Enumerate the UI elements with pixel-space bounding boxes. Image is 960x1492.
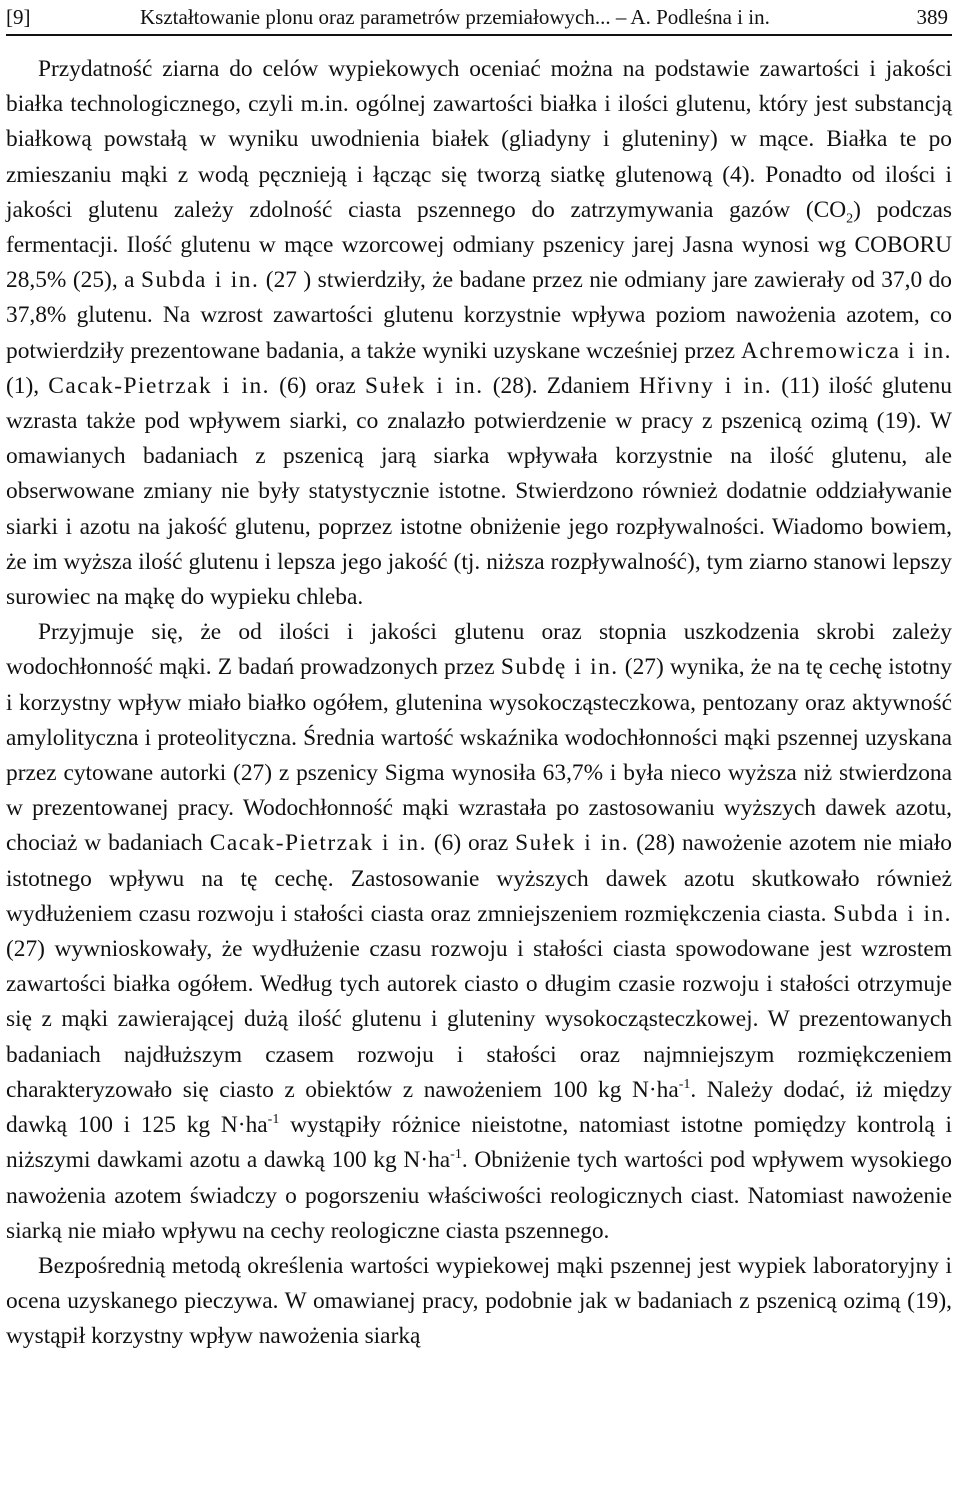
article-body <box>6 52 952 1355</box>
text-run: (27) wynika, że na tę cechę istotny i korzystny wpływ miało białko ogółem, glutenina wysokocząsteczkowa, pentozany oraz aktywność amylolityczna i proteolityczna. Średnia wartość wskaźnika wodochłonności mąki pszennej uzyskana przez cytowane autorki (27) z pszenicy Sigma wynosiła 63,7% i była nieco wyższa niż stwierdzona w prezentowanej pracy. Wodochłonność mąki wzrastała po zastosowaniu wyższych dawek azotu, chociaż w badaniach <box>6 654 952 857</box>
text-run: wystąpiły różnice nieistotne, natomiast istotne pomiędzy kontrolą i niższymi dawkami azotu a dawką 100 kg N·ha <box>6 1112 952 1174</box>
text-run: (27 ) stwierdziły, że badane przez nie odmiany jare zawierały od 37,0 do 37,8% glutenu. Na wzrost zawartości glutenu korzystnie wpływa poziom nawożenia azotem, co potwierdziły prezentowane badania, a także wyniki uzyskane wcześniej przez <box>6 267 952 364</box>
header-reference-number: [9] <box>6 5 31 29</box>
header-article-title: Kształtowanie plonu oraz parametrów przemiałowych... – A. Podleśna i in. <box>140 5 770 29</box>
author-citation: Subda i in. <box>140 267 260 294</box>
author-citation: Hřivny i in. <box>639 372 773 399</box>
text-run: Przydatność ziarna do celów wypiekowych oceniać można na podstawie zawartości i jakości białka technologicznego, czyli m.in. ogólnej zawartości białka i ilości glutenu, który jest substancją białkową powstałą w wyniku uwodnienia białek (gliadyny i gluteniny) w mące. Białka te po zmieszaniu mąki z wodą pęcznieją i łącząc się tworzą siatkę glutenową (4). Ponadto od ilości i jakości glutenu zależy zdolność ciasta pszennego do zatrzymywania gazów (CO <box>6 56 952 223</box>
text-run: . Obniżenie tych wartości pod wpływem wysokiego nawożenia azotem świadczy o pogorszeniu właściwości reologicznych ciast. Natomiast nawożenie siarką nie miało wpływu na cechy reologiczne ciasta pszennego. <box>6 1147 953 1244</box>
running-header <box>6 0 952 36</box>
text-run: Przyjmuje się, że od ilości i jakości glutenu oraz stopnia uszkodzenia skrobi zależy wodochłonność mąki. Z badań prowadzonych przez <box>6 619 952 681</box>
header-page-number: 389 <box>916 5 948 29</box>
text-run: (1), <box>6 372 49 399</box>
author-citation: Sułek i in. <box>364 372 484 399</box>
text-run: ) podczas fermentacji. Ilość glutenu w mące wzorcowej odmiany pszenicy jarej Jasna wynosi wg COBORU 28,5% (25), a <box>6 196 952 294</box>
author-citation: Achremowicza i in. <box>740 337 952 364</box>
text-run: (6) oraz <box>270 372 365 399</box>
author-citation: Subda i in. <box>833 900 952 927</box>
text-run: (28). Zdaniem <box>483 372 639 399</box>
body-paragraph <box>6 615 952 1249</box>
body-paragraph <box>6 1249 952 1355</box>
superscript: -1 <box>450 1146 462 1163</box>
body-paragraph <box>6 52 952 615</box>
superscript: -1 <box>267 1111 280 1128</box>
text-run: (6) oraz <box>426 830 516 857</box>
superscript: -1 <box>678 1076 691 1093</box>
author-citation: Subdę i in. <box>500 654 619 681</box>
text-run: (27) wywnioskowały, że wydłużenie czasu rozwoju i stałości ciasta spowodowane jest wzrostem zawartości białka ogółem. Według tych autorek ciasto o długim czasie rozwoju i stałości otrzymuje się z mąki zawierającej dużą ilość glutenu i gluteniny wysokocząsteczkowej. W prezentowanych badaniach najdłuższym czasem rozwoju i stałości oraz najmniejszym rozmiękczeniem charakteryzowało się ciasto z obiektów z nawożeniem 100 kg N·ha <box>6 936 952 1103</box>
author-citation: Sułek i in. <box>515 830 630 857</box>
subscript: 2 <box>846 210 854 227</box>
text-run: . Należy dodać, iż między dawką 100 i 125 kg N·ha <box>6 1076 952 1139</box>
text-run: (11) ilość glutenu wzrasta także pod wpływem siarki, co znalazło potwierdzenie w pracy z pszenicą ozimą (19). W omawianych badaniach z pszenicą jarą siarka wpływała korzystnie na ilość glutenu, ale obserwowane zmiany nie były statystycznie istotne. Stwierdzono również dodatnie oddziaływanie siarki i azotu na jakość glutenu, poprzez istotne obniżenie jego rozpływalności. Wiadomo bowiem, że im wyższa ilość glutenu i lepsza jego jakość (tj. niższa rozpływalność), tym ziarno stanowi lepszy surowiec na mąkę do wypieku chleba. <box>6 372 952 611</box>
text-run: Bezpośrednią metodą określenia wartości wypiekowej mąki pszennej jest wypiek laboratoryjny i ocena uzyskanego pieczywa. W omawianej pracy, podobnie jak w badaniach z pszenicą ozimą (19), wystąpił korzystny wpływ nawożenia siarką <box>6 1252 952 1350</box>
author-citation: Cacak-Pietrzak i in. <box>209 830 427 857</box>
text-run: (28) nawożenie azotem nie miało istotnego wpływu na tę cechę. Zastosowanie wyższych dawek azotu skutkowało również wydłużeniem czasu rozwoju i stałości ciasta oraz zmniejszeniem rozmiękczenia ciasta. <box>6 830 952 927</box>
author-citation: Cacak-Pietrzak i in. <box>48 372 270 399</box>
